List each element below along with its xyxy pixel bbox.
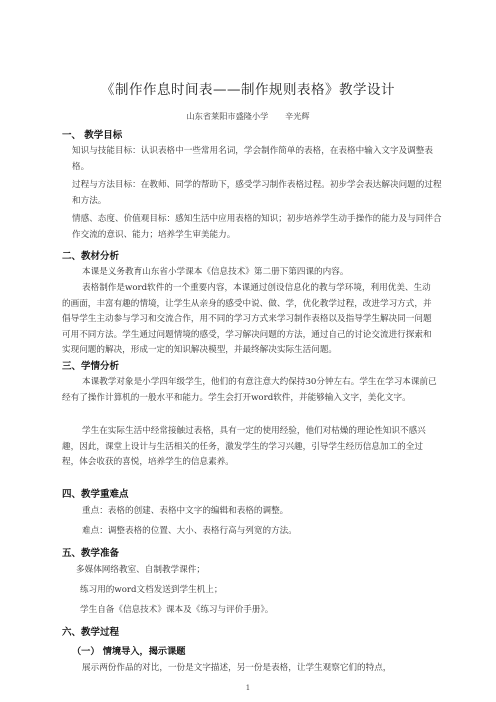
subsection-heading-intro: （一） 情境导入，揭示课题 xyxy=(72,646,186,657)
paragraph-material-intro: 本课是义务教育山东省小学课本《信息技术》第二册下第四课的内容。 xyxy=(82,267,349,277)
preparation-item-books: 学生自备《信息技术》课本及《练习与评价手册》。 xyxy=(80,605,274,615)
preparation-item-documents: 练习用的word文档发送到学生机上； xyxy=(80,585,223,595)
paragraph-students-level: 本课教学对象是小学四年级学生，他们的有意注意大约保持30分钟左右。学生在学习本课前已经有了操作计算机的一般水平和能力。学生会打开word软件，并能够输入文字，美化文字。 xyxy=(62,377,437,403)
document-title: 《制作作息时间表——制作规则表格》教学设计 xyxy=(101,82,395,98)
preparation-item-classroom: 多媒体网络教室、自制教学课件； xyxy=(76,565,205,575)
author-name: 辛光辉 xyxy=(284,111,310,121)
paragraph-students-experience: 学生在实际生活中经常接触过表格，具有一定的使用经验，他们对枯燥的理论性知识不感兴趣，因此，课堂上设计与生活相关的任务，激发学生的学习兴趣，引导学生经历信息加工的全过程，体会收获的喜悦，培养学生的信息素养。 xyxy=(62,426,426,467)
section-heading-key-points: 四、教学重难点 xyxy=(62,489,129,500)
section-heading-preparation: 五、教学准备 xyxy=(62,548,120,559)
difficult-point-line: 难点：调整表格的位置、大小、表格行高与列宽的方法。 xyxy=(82,526,297,536)
author-school: 山东省莱阳市盛隆小学 xyxy=(186,111,269,121)
paragraph-process-method: 过程与方法目标：在教师、同学的帮助下，感受学习制作表格过程。初步学会表达解决问题的过程和方法。 xyxy=(72,180,442,206)
section-heading-material: 二、教材分析 xyxy=(62,251,120,262)
author-line xyxy=(0,111,496,122)
section-heading-students: 三、学情分析 xyxy=(62,361,120,372)
section-heading-objectives: 一、 教学目标 xyxy=(62,130,123,141)
key-point-line: 重点：表格的创建、表格中文字的编辑和表格的调整。 xyxy=(82,506,289,516)
page-number: 1 xyxy=(245,684,251,692)
paragraph-knowledge-skill: 知识与技能目标：认识表格中一些常用名词，学会制作简单的表格，在表格中输入文字及调整表格。 xyxy=(72,146,433,172)
paragraph-material-analysis: 表格制作是word软件的一个重要内容，本课通过创设信息化的教与学环境，利用优美、生动的画面，丰富有趣的情境，让学生从亲身的感受中说、做、学，优化教学过程，改进学习方式，并倡导学生主动参与学习和交流合作，用不同的学习方式来学习制作表格以及指导学生解决同一问题可用不同方法。学生通过问题情境的感受，学习解决问题的方法，通过自己的讨论交流进行探索和实现问题的解决，形成一定的知识解决模型，并最终解决实际生活问题。 xyxy=(62,283,432,355)
paragraph-intro-comparison: 展示两份作品的对比，一份是文字描述，另一份是表格，让学生观察它们的特点， xyxy=(82,663,392,673)
section-heading-process: 六、教学过程 xyxy=(62,627,120,638)
paragraph-emotion-value: 情感、态度、价值观目标：感知生活中应用表格的知识；初步培养学生动手操作的能力及与同伴合作交流的意识、能力；培养学生审美能力。 xyxy=(72,214,442,240)
